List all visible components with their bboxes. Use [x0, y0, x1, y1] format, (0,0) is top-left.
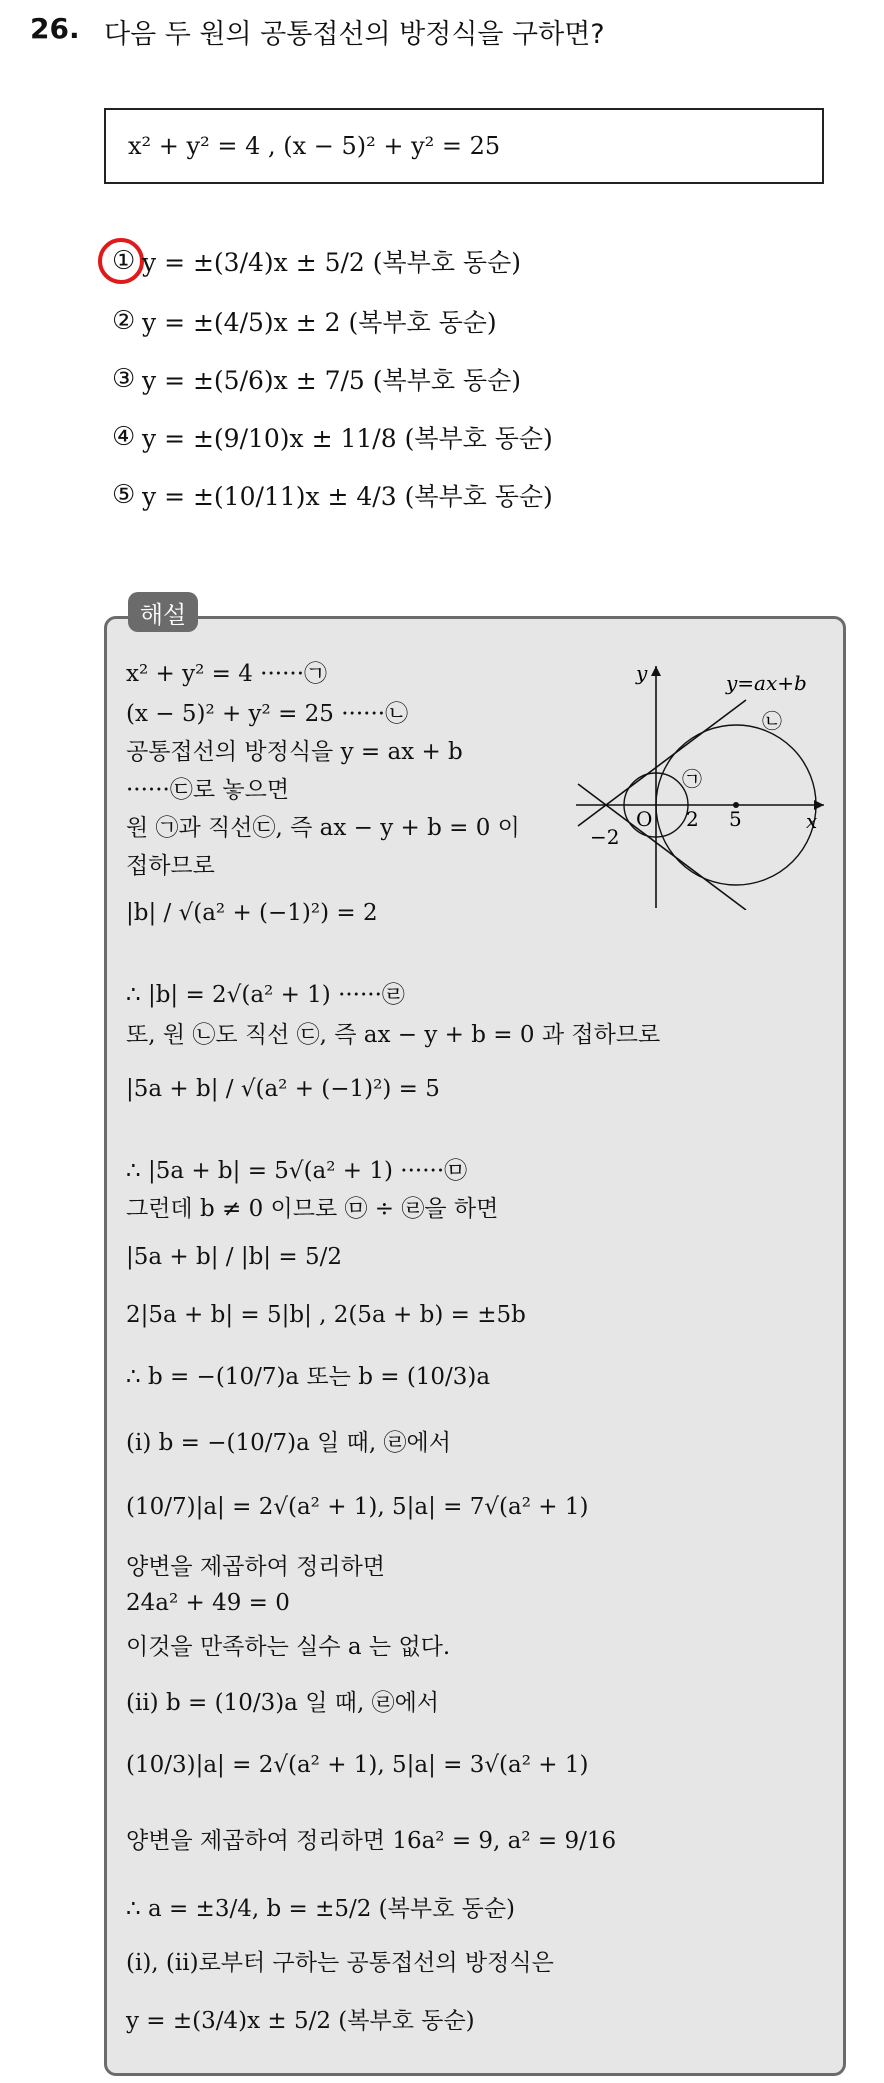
solution-line: (ii) b = (10/3)a 일 때, ㉣에서	[126, 1690, 440, 1716]
choice-text: y = ±(10/11)x ± 4/3 (복부호 동순)	[142, 482, 553, 511]
solution-line: 이것을 만족하는 실수 a 는 없다.	[126, 1634, 451, 1660]
choice-5[interactable]	[112, 470, 612, 520]
solution-line: |5a + b| / |b| = 5/2	[126, 1244, 342, 1270]
solution-line: 공통접선의 방정식을 y = ax + b	[126, 739, 463, 765]
solution-line: ∴ b = −(10/7)a 또는 b = (10/3)a	[126, 1364, 491, 1390]
choice-2[interactable]	[112, 296, 612, 346]
solution-line: ∴ a = ±3/4, b = ±5/2 (복부호 동순)	[126, 1896, 516, 1922]
solution-tag: 해설	[128, 592, 198, 632]
solution-line: (i) b = −(10/7)a 일 때, ㉣에서	[126, 1430, 451, 1456]
solution-line: (10/3)|a| = 2√(a² + 1), 5|a| = 3√(a² + 1)	[126, 1752, 589, 1778]
solution-line: 24a² + 49 = 0	[126, 1590, 290, 1616]
solution-line: 또, 원 ㉡도 직선 ㉢, 즉 ax − y + b = 0 과 접하므로	[126, 1022, 661, 1048]
solution-line: 접하므로	[126, 853, 215, 879]
choice-number: ④	[112, 422, 136, 452]
choice-text: y = ±(9/10)x ± 11/8 (복부호 동순)	[142, 424, 553, 453]
choice-number: ①	[112, 246, 136, 276]
choice-number: ⑤	[112, 480, 136, 510]
solution-line: 양변을 제곱하여 정리하면 16a² = 9, a² = 9/16	[126, 1828, 617, 1854]
solution-line: (x − 5)² + y² = 25 ······㉡	[126, 701, 409, 727]
solution-line: |b| / √(a² + (−1)²) = 2	[126, 900, 378, 926]
solution-line: ∴ |5a + b| = 5√(a² + 1) ······㉤	[126, 1158, 468, 1184]
solution-line: (10/7)|a| = 2√(a² + 1), 5|a| = 7√(a² + 1)	[126, 1494, 589, 1520]
solution-line: ······㉢로 놓으면	[126, 777, 290, 803]
solution-line: 양변을 제곱하여 정리하면	[126, 1554, 386, 1580]
solution-line: x² + y² = 4 ······㉠	[126, 661, 328, 687]
solution-line: y = ±(3/4)x ± 5/2 (복부호 동순)	[126, 2008, 475, 2034]
choice-4[interactable]	[112, 412, 612, 462]
choice-1[interactable]	[112, 236, 612, 286]
line-label: y=ax+b	[726, 671, 807, 695]
choice-text: y = ±(4/5)x ± 2 (복부호 동순)	[142, 308, 497, 337]
solution-line: |5a + b| / √(a² + (−1)²) = 5	[126, 1076, 440, 1102]
circle-2-mark: ㉡	[762, 709, 782, 733]
solution-line: ∴ |b| = 2√(a² + 1) ······㉣	[126, 982, 405, 1008]
x-axis-label: x	[806, 809, 818, 833]
solution-line: 원 ㉠과 직선㉢, 즉 ax − y + b = 0 이	[126, 815, 520, 841]
circle-1-mark: ㉠	[682, 767, 702, 791]
solution-line: (i), (ii)로부터 구하는 공통접선의 방정식은	[126, 1950, 554, 1976]
given-equations-box	[104, 108, 824, 184]
y-axis-label: y	[636, 661, 648, 685]
solution-line: 2|5a + b| = 5|b| , 2(5a + b) = ±5b	[126, 1302, 526, 1328]
choice-number: ②	[112, 306, 136, 336]
choice-text: y = ±(5/6)x ± 7/5 (복부호 동순)	[142, 366, 521, 395]
question-number: 26.	[30, 12, 80, 45]
y-axis-arrow	[651, 666, 661, 676]
solution-line: 그런데 b ≠ 0 이므로 ㉤ ÷ ㉣을 하면	[126, 1196, 499, 1222]
origin-label: O	[636, 807, 653, 831]
given-equations: x² + y² = 4 , (x − 5)² + y² = 25	[128, 132, 501, 160]
tick-5-label: 5	[729, 807, 742, 831]
choice-3[interactable]	[112, 354, 612, 404]
tangent-graph	[576, 660, 826, 910]
tangent-line-upper	[578, 700, 746, 826]
question-text: 다음 두 원의 공통접선의 방정식을 구하면?	[104, 19, 605, 50]
choice-text: y = ±(3/4)x ± 5/2 (복부호 동순)	[142, 248, 521, 277]
tick-2-label: 2	[686, 807, 699, 831]
choice-number: ③	[112, 364, 136, 394]
tick-neg2-label: −2	[590, 825, 620, 849]
